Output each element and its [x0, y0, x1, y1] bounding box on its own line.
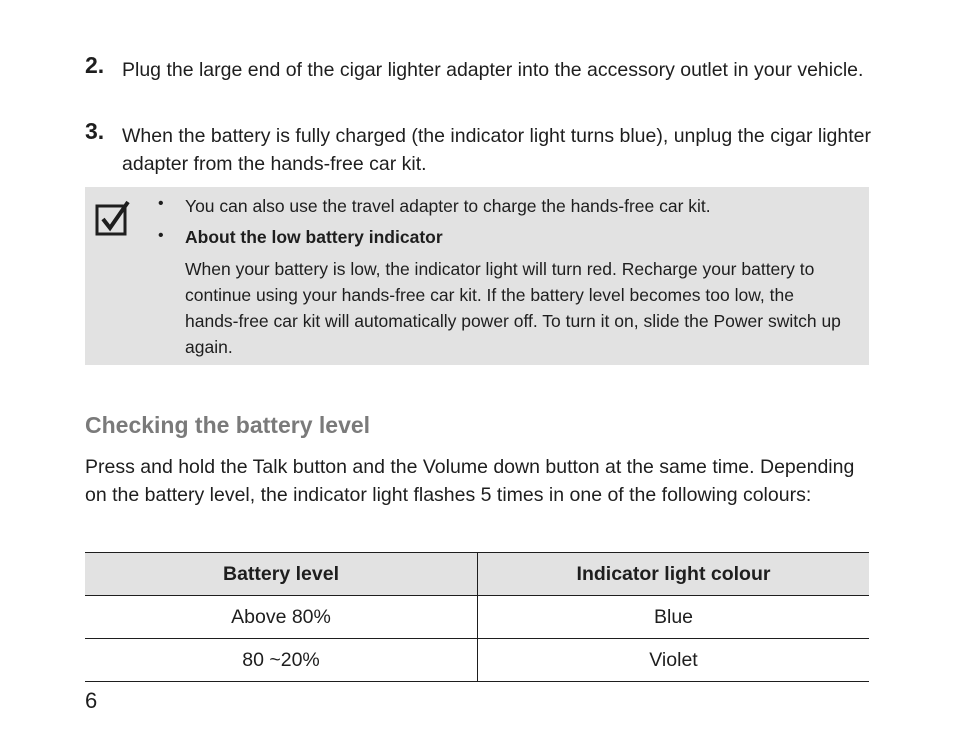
- step-number: 3.: [85, 118, 105, 144]
- bullet: •: [158, 195, 164, 212]
- header-indicator-colour: Indicator light colour: [478, 553, 870, 596]
- header-battery-level: Battery level: [85, 553, 478, 596]
- note-item-travel-adapter: You can also use the travel adapter to charge the hands-free car kit.: [185, 196, 711, 216]
- note-text-low-battery: When your battery is low, the indicator light will turn red. Recharge your battery to continue using your hands-free car kit. If the battery level becomes too low, the hands-free car kit will automatically power off. To turn it on, slide the Power switch up again.: [185, 259, 841, 357]
- battery-level-cell: 80 ~20%: [85, 639, 478, 682]
- checkbox-check-icon: [95, 200, 131, 236]
- step-text: Plug the large end of the cigar lighter adapter into the accessory outlet in your vehicle.: [122, 59, 864, 81]
- section-title: Checking the battery level: [85, 412, 371, 438]
- table-row: [85, 639, 869, 682]
- step-text: When the battery is fully charged (the indicator light turns blue), unplug the cigar lighter adapter from the hands-free car kit.: [122, 125, 871, 175]
- indicator-colour-cell: Blue: [478, 596, 870, 639]
- step-number: 2.: [85, 52, 105, 78]
- indicator-colour-cell: Violet: [478, 639, 870, 682]
- battery-level-table: [85, 552, 869, 682]
- note-heading-low-battery: About the low battery indicator: [185, 227, 443, 247]
- table-header-row: [85, 553, 869, 596]
- page-number: 6: [85, 688, 98, 713]
- table-row: [85, 596, 869, 639]
- note-box: [85, 187, 869, 365]
- body-paragraph: Press and hold the Talk button and the Volume down button at the same time. Depending on the battery level, the indicator light flashes 5 times in one of the following colours:: [85, 456, 855, 506]
- battery-level-cell: Above 80%: [85, 596, 478, 639]
- bullet: •: [158, 227, 164, 244]
